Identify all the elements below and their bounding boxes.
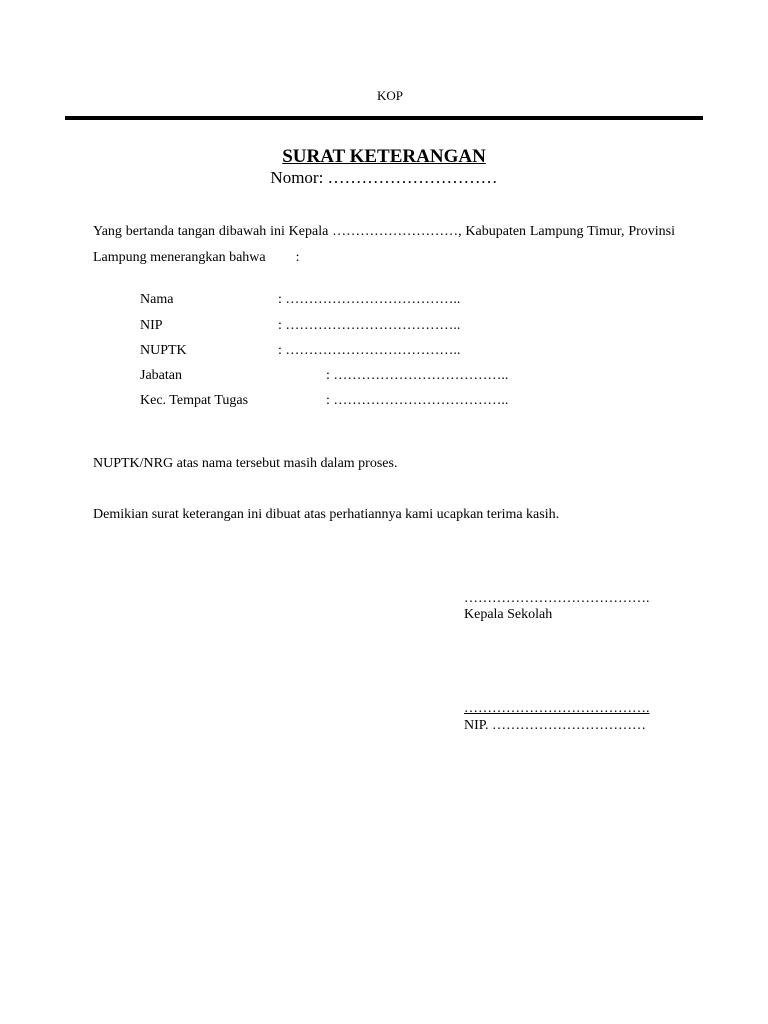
opening-paragraph [93, 219, 675, 271]
opening-colon: : [295, 250, 300, 265]
field-label-nip: NIP [140, 318, 163, 333]
field-value-jabatan: : ……………………………….. [326, 368, 509, 383]
signature-nip: NIP. …………………………… [464, 718, 647, 733]
statement-paragraph: NUPTK/NRG atas nama tersebut masih dalam proses. [93, 456, 398, 471]
field-label-jabatan: Jabatan [140, 368, 182, 383]
opening-text: Yang bertanda tangan dibawah ini Kepala ………………………, Kabupaten Lampung Timur, Provinsi Lampung menerangkan bahwa [93, 224, 675, 265]
signature-position: Kepala Sekolah [464, 607, 553, 622]
letter-number: Nomor: ………………………… [270, 168, 498, 187]
letterhead-divider [65, 116, 703, 120]
letter-title: SURAT KETERANGAN [282, 146, 486, 167]
field-label-tempat-tugas: Kec. Tempat Tugas [140, 393, 249, 408]
signature-place-date: …………………………………. [464, 591, 650, 606]
closing-paragraph: Demikian surat keterangan ini dibuat atas perhatiannya kami ucapkan terima kasih. [93, 507, 560, 522]
field-value-nuptk: : ……………………………….. [278, 343, 461, 358]
field-value-nip: : ……………………………….. [278, 318, 461, 333]
field-value-nama: : ……………………………….. [278, 292, 461, 307]
signature-name-line: …………………………………. [464, 701, 650, 716]
field-label-nama: Nama [140, 292, 174, 307]
letterhead-placeholder: KOP [376, 88, 403, 103]
field-label-nuptk: NUPTK [140, 343, 187, 358]
field-value-tempat-tugas: : ……………………………….. [326, 393, 509, 408]
